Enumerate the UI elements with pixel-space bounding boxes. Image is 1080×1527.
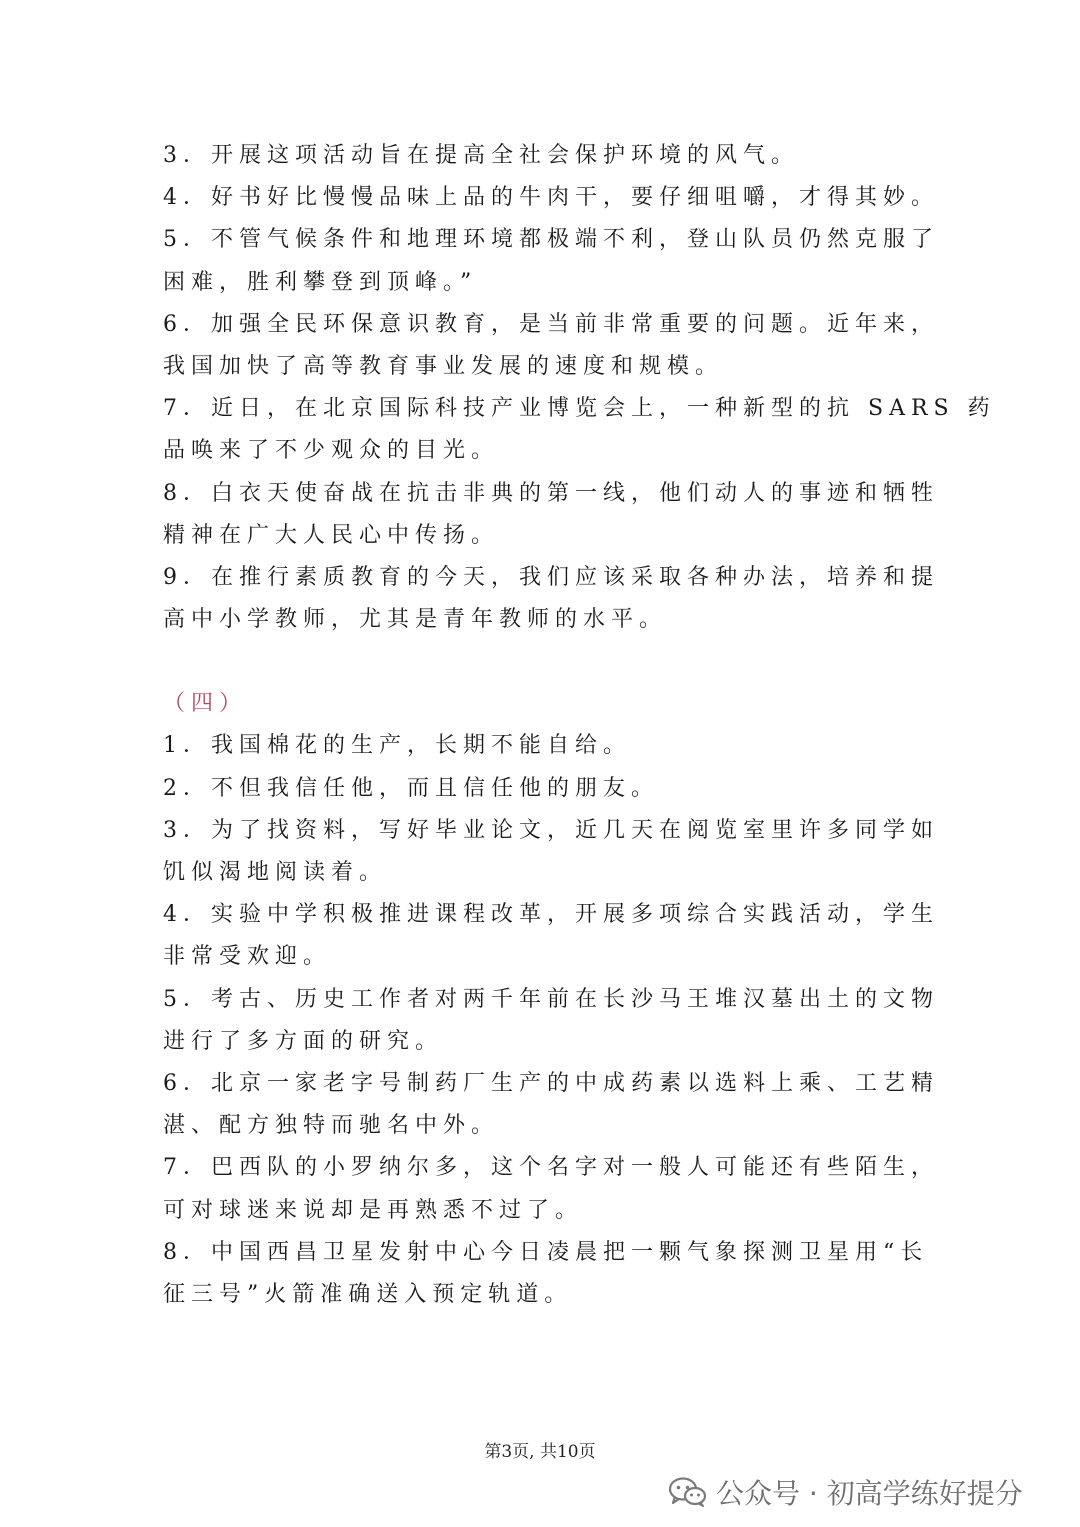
wechat-icon xyxy=(668,1476,708,1508)
text-line: 困难，胜利攀登到顶峰。” xyxy=(163,269,478,295)
document-body xyxy=(163,135,996,1316)
page-number: 第3页, 共10页 xyxy=(484,1442,596,1462)
text-line: 征三号”火箭准确送入预定轨道。 xyxy=(163,1281,573,1307)
watermark xyxy=(668,1470,1023,1514)
text-line: 饥似渴地阅读着。 xyxy=(163,860,388,885)
text-line: 7．近日，在北京国际科技产业博览会上，一种新型的抗 SARS 药 xyxy=(163,396,996,422)
text-line: 2．不但我信任他，而且信任他的朋友。 xyxy=(163,775,659,801)
text-line: 我国加快了高等教育事业发展的速度和规模。 xyxy=(163,353,724,379)
exercise-list-3 xyxy=(163,135,996,641)
text-line: 6．加强全民环保意识教育，是当前非常重要的问题。近年来， xyxy=(163,311,939,337)
text-line: 4．好书好比慢慢品味上品的牛肉干，要仔细咀嚼，才得其妙。 xyxy=(163,185,939,211)
text-line: 精神在广大人民心中传扬。 xyxy=(163,522,500,548)
text-line: 品唤来了不少观众的目光。 xyxy=(163,438,500,464)
text-line: 高中小学教师，尤其是青年教师的水平。 xyxy=(163,607,668,633)
text-line: 5．考古、历史工作者对两千年前在长沙马王堆汉墓出土的文物 xyxy=(163,986,939,1012)
text-line: 可对球迷来说却是再熟悉不过了。 xyxy=(163,1197,584,1223)
text-line: 3．为了找资料，写好毕业论文，近几天在阅览室里许多同学如 xyxy=(163,817,939,843)
text-line: 进行了多方面的研究。 xyxy=(163,1028,444,1054)
text-line: 9．在推行素质教育的今天，我们应该采取各种办法，培养和提 xyxy=(163,564,939,590)
text-line: 8．中国西昌卫星发射中心今日凌晨把一颗气象探测卫星用“长 xyxy=(163,1239,929,1265)
exercise-list-4 xyxy=(163,725,939,1316)
text-line: 1．我国棉花的生产，长期不能自给。 xyxy=(163,733,631,759)
text-line: 7．巴西队的小罗纳尔多，这个名字对一般人可能还有些陌生， xyxy=(163,1155,939,1181)
text-line: 湛、配方独特而驰名中外。 xyxy=(163,1113,500,1139)
text-line: 6．北京一家老字号制药厂生产的中成药素以选料上乘、工艺精 xyxy=(163,1070,939,1096)
text-line: 4．实验中学积极推进课程改革，开展多项综合实践活动，学生 xyxy=(163,902,939,928)
text-line: 8．白衣天使奋战在抗击非典的第一线，他们动人的事迹和牺牲 xyxy=(163,480,939,506)
text-line: 3．开展这项活动旨在提高全社会保护环境的风气。 xyxy=(163,143,799,168)
section-heading: （四） xyxy=(163,691,248,717)
watermark-text: 公众号 · 初高学练好提分 xyxy=(716,1477,1023,1510)
text-line: 非常受欢迎。 xyxy=(163,944,332,970)
text-line: 5．不管气候条件和地理环境都极端不利，登山队员仍然克服了 xyxy=(163,227,939,253)
